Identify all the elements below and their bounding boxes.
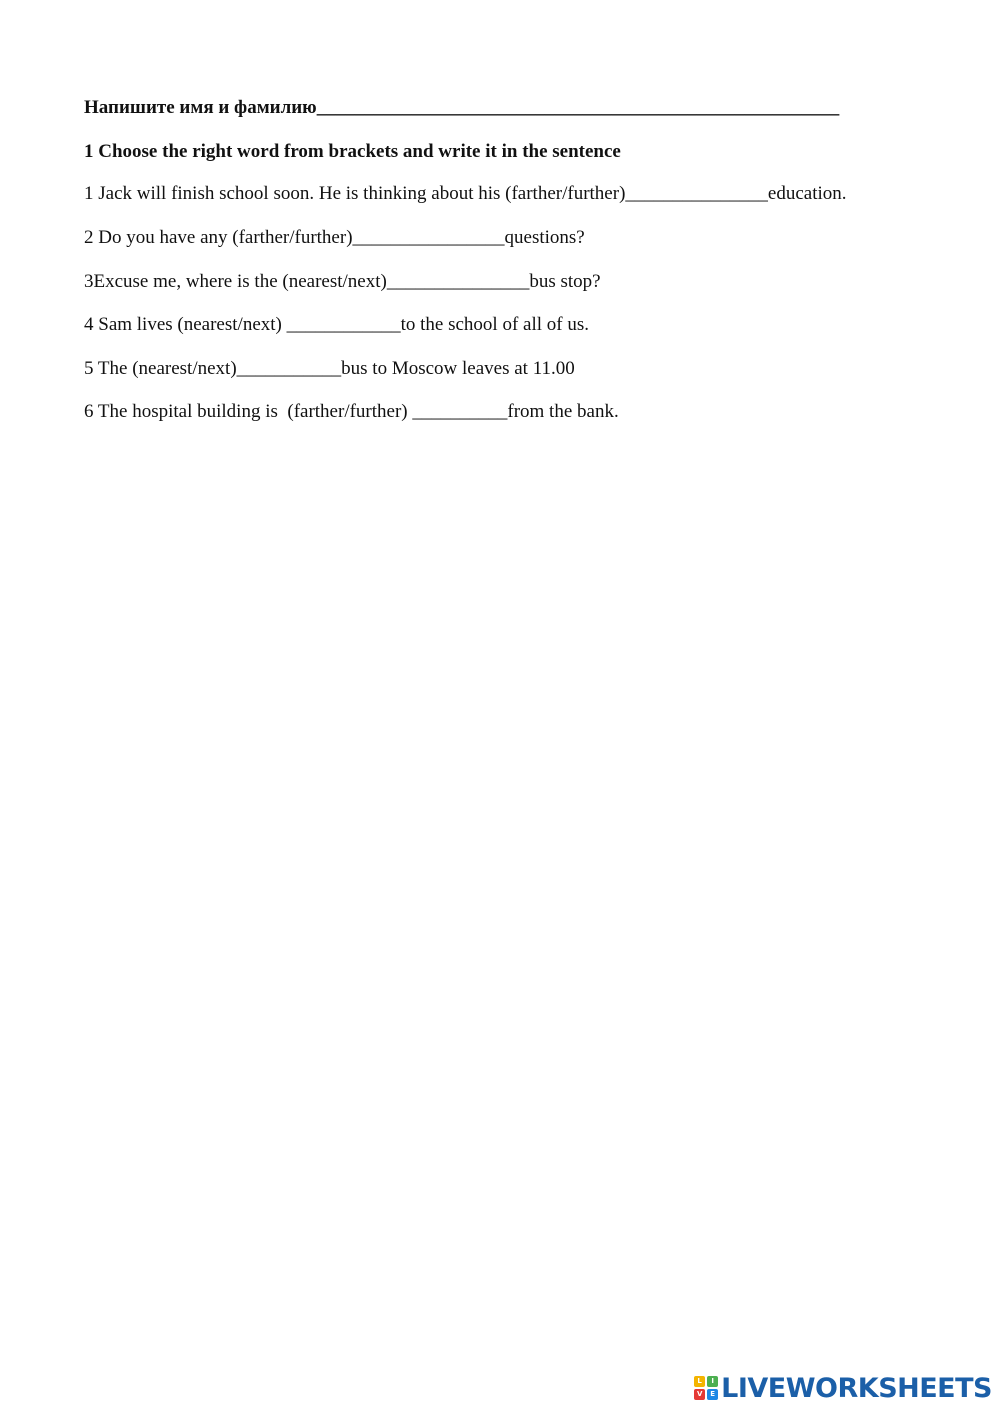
sentence-4: 4 Sam lives (nearest/next) ____________to the school of all of us. bbox=[84, 314, 589, 335]
task-heading: 1 Choose the right word from brackets and write it in the sentence bbox=[84, 141, 621, 162]
sentence-5: 5 The (nearest/next)___________bus to Moscow leaves at 11.00 bbox=[84, 358, 575, 379]
sentence-1: 1 Jack will finish school soon. He is thinking about his (farther/further)_______________education. bbox=[84, 183, 847, 204]
logo-tile-e: E bbox=[707, 1389, 718, 1400]
name-prompt: Напишите имя и фамилию_______________________________________________________ bbox=[84, 97, 840, 118]
sentence-3: 3Excuse me, where is the (nearest/next)_______________bus stop? bbox=[84, 271, 601, 292]
logo-tile-l: L bbox=[694, 1376, 705, 1387]
logo-tile-i: I bbox=[707, 1376, 718, 1387]
sentence-6: 6 The hospital building is (farther/further) __________from the bank. bbox=[84, 401, 619, 422]
logo-tiles-icon bbox=[694, 1376, 718, 1400]
liveworksheets-logo bbox=[694, 1371, 992, 1405]
sentence-2: 2 Do you have any (farther/further)________________questions? bbox=[84, 227, 585, 248]
logo-text: LIVEWORKSHEETS bbox=[721, 1372, 992, 1404]
logo-tile-v: V bbox=[694, 1389, 705, 1400]
